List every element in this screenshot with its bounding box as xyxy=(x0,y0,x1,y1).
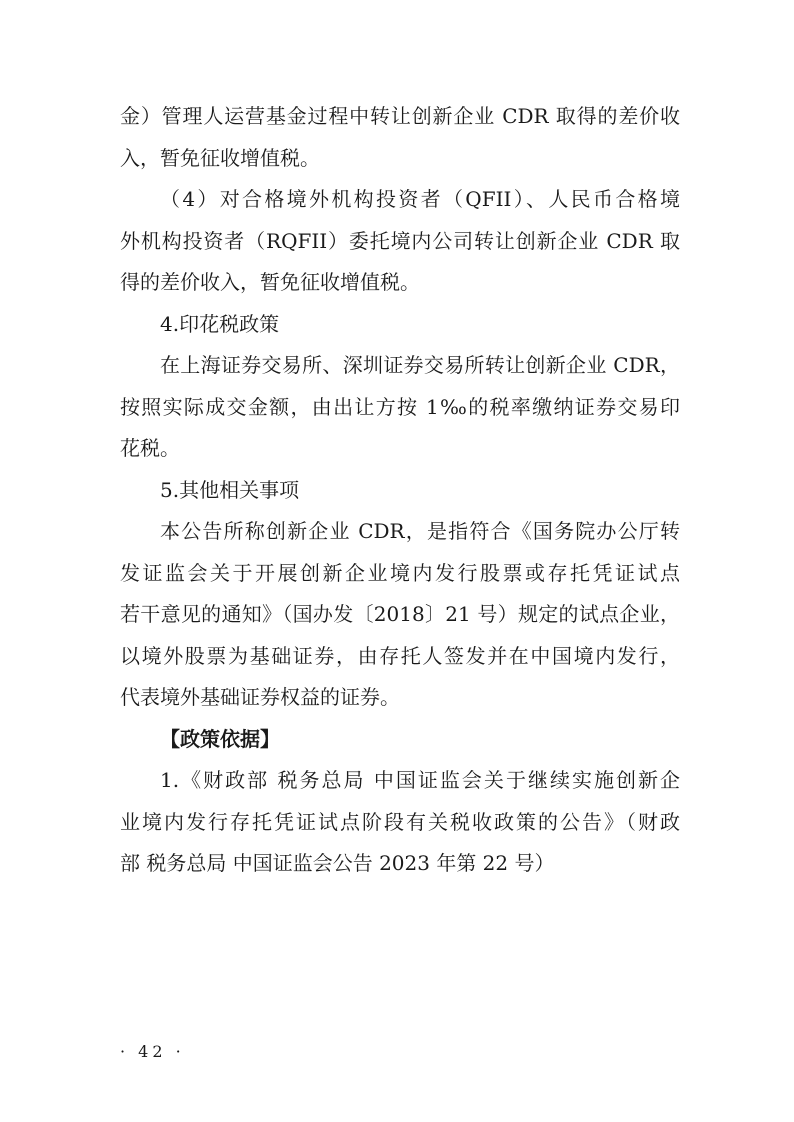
text-line: 本公告所称创新企业 CDR，是指符合《国务院办公厅转 xyxy=(160,519,680,543)
text-line: （4）对合格境外机构投资者（QFII）、人民币合格境 xyxy=(160,187,680,211)
paragraph xyxy=(120,345,680,470)
text-line: 1.《财政部 税务总局 中国证监会关于继续实施创新企 xyxy=(160,768,680,792)
text-line: 金）管理人运营基金过程中转让创新企业 CDR 取得的差价收 xyxy=(120,104,680,128)
text-line: 花税。 xyxy=(120,436,180,460)
text-line: 入，暂免征收增值税。 xyxy=(120,145,320,170)
text-line: 若干意见的通知》（国办发〔2018〕21 号）规定的试点企业， xyxy=(120,602,680,626)
section-heading: 4.印花税政策 xyxy=(160,311,280,336)
paragraph xyxy=(120,179,680,304)
section-heading: 5.其他相关事项 xyxy=(160,477,300,502)
text-line: 外机构投资者（RQFII）委托境内公司转让创新企业 CDR 取 xyxy=(120,228,680,253)
text-line: 以境外股票为基础证券，由存托人签发并在中国境内发行， xyxy=(120,643,680,668)
text-line: 代表境外基础证券权益的证券。 xyxy=(120,685,400,709)
paragraph xyxy=(120,511,680,719)
text-line: 按照实际成交金额，由出让方按 1‰的税率缴纳证券交易印 xyxy=(120,394,680,419)
text-line: 在上海证券交易所、深圳证券交易所转让创新企业 CDR， xyxy=(160,353,680,377)
text-line: 部 税务总局 中国证监会公告 2023 年第 22 号） xyxy=(120,851,555,875)
text-line: 得的差价收入，暂免征收增值税。 xyxy=(120,270,420,294)
paragraph xyxy=(120,96,680,179)
text-line: 发证监会关于开展创新企业境内发行股票或存托凭证试点 xyxy=(120,560,680,585)
paragraph xyxy=(120,760,680,885)
document-body xyxy=(120,96,680,885)
text-line: 业境内发行存托凭证试点阶段有关税收政策的公告》（财政 xyxy=(120,809,680,834)
page-number: · 42 · xyxy=(120,1042,185,1061)
policy-basis-title: 【政策依据】 xyxy=(160,726,280,751)
